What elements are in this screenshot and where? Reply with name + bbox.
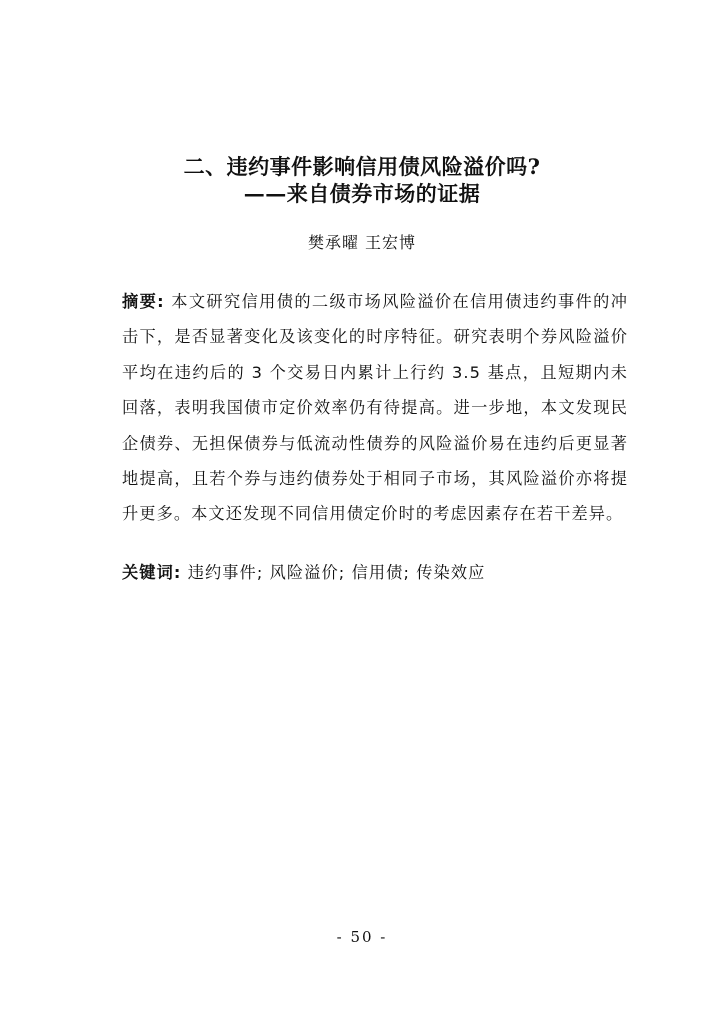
keywords-text: 违约事件; 风险溢价; 信用债; 传染效应	[187, 563, 486, 582]
abstract	[122, 284, 628, 532]
keywords-label: 关键词:	[122, 563, 182, 582]
keywords	[122, 558, 628, 588]
paper-subtitle: ——来自债券市场的证据	[243, 181, 481, 206]
abstract-label: 摘要:	[122, 292, 165, 311]
abstract-text: 本文研究信用债的二级市场风险溢价在信用债违约事件的冲击下，是否显著变化及该变化的时序特征。研究表明个券风险溢价平均在违约后的 3 个交易日内累计上行约 3.5 基点，且短期内未回落，表明我国债市定价效率仍有待提高。进一步地，本文发现民企债券、无担保债券与低流动性债券的风险溢价易在违约后更显著地提高，且若个券与违约债券处于相同子市场，其风险溢价亦将提升更多。本文还发现不同信用债定价时的考虑因素存在若干差异。	[122, 292, 628, 524]
authors: 樊承曜 王宏博	[307, 233, 417, 252]
paper-title: 二、违约事件影响信用债风险溢价吗?	[183, 154, 541, 179]
page-number: - 50 -	[336, 928, 388, 946]
